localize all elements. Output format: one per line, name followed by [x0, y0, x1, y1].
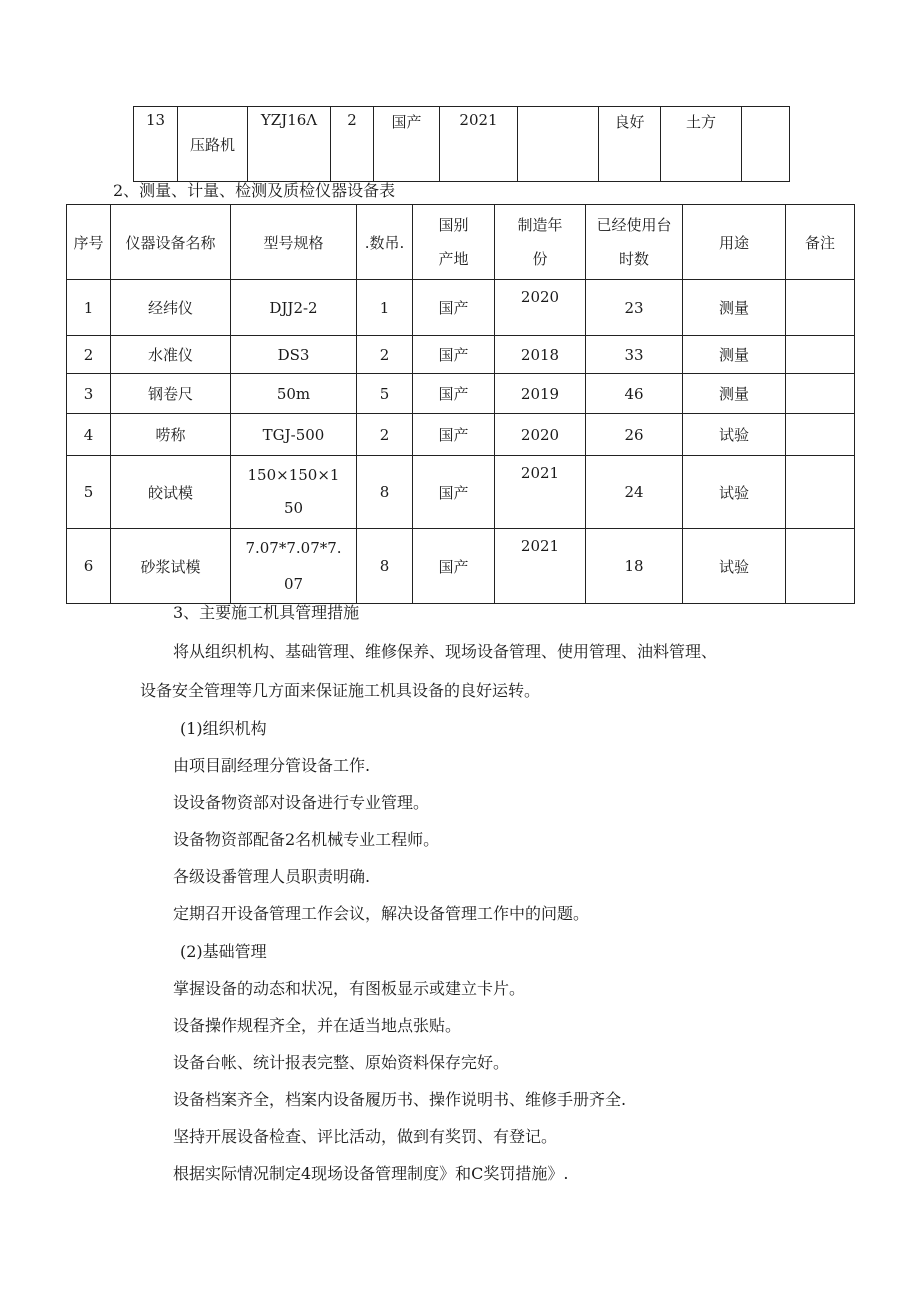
table-cell — [786, 414, 855, 456]
table-cell: 1 — [67, 280, 111, 336]
table-cell — [786, 456, 855, 529]
table-cell: 皎试模 — [111, 456, 231, 529]
list-item: 设备档案齐全，档案内设备履历书、操作说明书、维修手册齐全. — [173, 1090, 627, 1109]
column-header: 国别产地 — [413, 205, 495, 280]
table-cell: 唠称 — [111, 414, 231, 456]
table-cell: 国产 — [413, 529, 495, 604]
instrument-table — [66, 204, 855, 604]
table-cell: DS3 — [231, 336, 357, 374]
table-cell: 8 — [357, 529, 413, 604]
table-cell: 土方 — [661, 107, 742, 182]
table-cell: 46 — [586, 374, 683, 414]
table-row — [67, 529, 855, 604]
table-cell: 试验 — [683, 456, 786, 529]
table-cell: 7.07*7.07*7.07 — [231, 529, 357, 604]
subsection-title: (1)组织机构 — [180, 719, 267, 738]
list-item: 设设备物资部对设备进行专业管理。 — [173, 793, 430, 812]
table-cell: 2 — [331, 107, 374, 182]
equipment-table-continuation — [133, 106, 790, 182]
table-cell: 50m — [231, 374, 357, 414]
table-cell: 经纬仪 — [111, 280, 231, 336]
table-cell — [786, 374, 855, 414]
section-title: 3、主要施工机具管理措施 — [173, 603, 360, 622]
table-row — [67, 456, 855, 529]
column-header: 仪器设备名称 — [111, 205, 231, 280]
column-header: 备注 — [786, 205, 855, 280]
list-item: 坚持开展设备检查、评比活动，做到有奖罚、有登记。 — [173, 1127, 558, 1146]
list-item: 各级设番管理人员职责明确. — [173, 867, 371, 886]
list-item: 设备台帐、统计报表完整、原始资料保存完好。 — [173, 1053, 510, 1072]
table-header-row — [67, 205, 855, 280]
table-cell: 18 — [586, 529, 683, 604]
table-cell: 测量 — [683, 374, 786, 414]
table-cell: 2020 — [495, 280, 586, 336]
table-cell: 国产 — [413, 456, 495, 529]
list-item: 设备物资部配备2名机械专业工程师。 — [173, 830, 440, 849]
table-cell: 5 — [67, 456, 111, 529]
table-row — [67, 336, 855, 374]
table-cell: 压路机 — [178, 107, 248, 182]
table-cell — [786, 280, 855, 336]
table-cell: 8 — [357, 456, 413, 529]
subsection-title: (2)基础管理 — [180, 942, 267, 961]
table-cell: 1 — [357, 280, 413, 336]
table-cell: 测量 — [683, 336, 786, 374]
table-cell: 国产 — [413, 374, 495, 414]
table-cell: 砂浆试模 — [111, 529, 231, 604]
list-item: 定期召开设备管理工作会议，解决设备管理工作中的问题。 — [173, 904, 590, 923]
column-header: 用途 — [683, 205, 786, 280]
table-row — [67, 414, 855, 456]
table-cell: 23 — [586, 280, 683, 336]
table-cell: 26 — [586, 414, 683, 456]
paragraph: 将从组织机构、基础管理、维修保养、现场设备管理、使用管理、油料管理、 — [173, 642, 718, 661]
column-header: 已经使用台时数 — [586, 205, 683, 280]
table-cell: 2021 — [440, 107, 518, 182]
table-cell: 2 — [357, 336, 413, 374]
table-cell: 4 — [67, 414, 111, 456]
table-cell: 5 — [357, 374, 413, 414]
list-item: 设备操作规程齐全，并在适当地点张贴。 — [173, 1016, 462, 1035]
table-row — [67, 374, 855, 414]
table-cell: 6 — [67, 529, 111, 604]
list-item: 由项目副经理分管设备工作. — [173, 756, 371, 775]
table-cell: 国产 — [374, 107, 440, 182]
table-cell: 2 — [357, 414, 413, 456]
column-header: 型号规格 — [231, 205, 357, 280]
table-cell: 2019 — [495, 374, 586, 414]
table-cell: TGJ-500 — [231, 414, 357, 456]
table-cell: 钢卷尺 — [111, 374, 231, 414]
table-cell: DJJ2-2 — [231, 280, 357, 336]
table-cell: 试验 — [683, 529, 786, 604]
column-header: 制造年份 — [495, 205, 586, 280]
table-cell: 2021 — [495, 529, 586, 604]
table-cell: YZJ16Λ — [248, 107, 331, 182]
table-cell: 24 — [586, 456, 683, 529]
table-cell: 2020 — [495, 414, 586, 456]
table-cell: 国产 — [413, 336, 495, 374]
list-item: 根据实际情况制定4现场设备管理制度》和C奖罚措施》. — [173, 1164, 569, 1183]
table-row — [67, 280, 855, 336]
table-cell: 2 — [67, 336, 111, 374]
table-cell: 国产 — [413, 414, 495, 456]
table-cell: 国产 — [413, 280, 495, 336]
table-cell: 13 — [134, 107, 178, 182]
column-header: 序号 — [67, 205, 111, 280]
table-cell: 2018 — [495, 336, 586, 374]
section-title: 2、测量、计量、检测及质检仪器设备表 — [113, 181, 396, 200]
table-cell: 33 — [586, 336, 683, 374]
table-cell — [742, 107, 790, 182]
paragraph: 设备安全管理等几方面来保证施工机具设备的良好运转。 — [140, 681, 541, 700]
table-row — [134, 107, 790, 182]
table-cell: 良好 — [599, 107, 661, 182]
table-cell — [786, 529, 855, 604]
table-cell: 2021 — [495, 456, 586, 529]
table-cell: 测量 — [683, 280, 786, 336]
column-header: .数吊. — [357, 205, 413, 280]
table-cell: 150×150×150 — [231, 456, 357, 529]
list-item: 掌握设备的动态和状况，有图板显示或建立卡片。 — [173, 979, 526, 998]
table-cell: 水准仪 — [111, 336, 231, 374]
table-cell: 3 — [67, 374, 111, 414]
table-cell — [786, 336, 855, 374]
table-cell: 试验 — [683, 414, 786, 456]
table-cell — [518, 107, 599, 182]
